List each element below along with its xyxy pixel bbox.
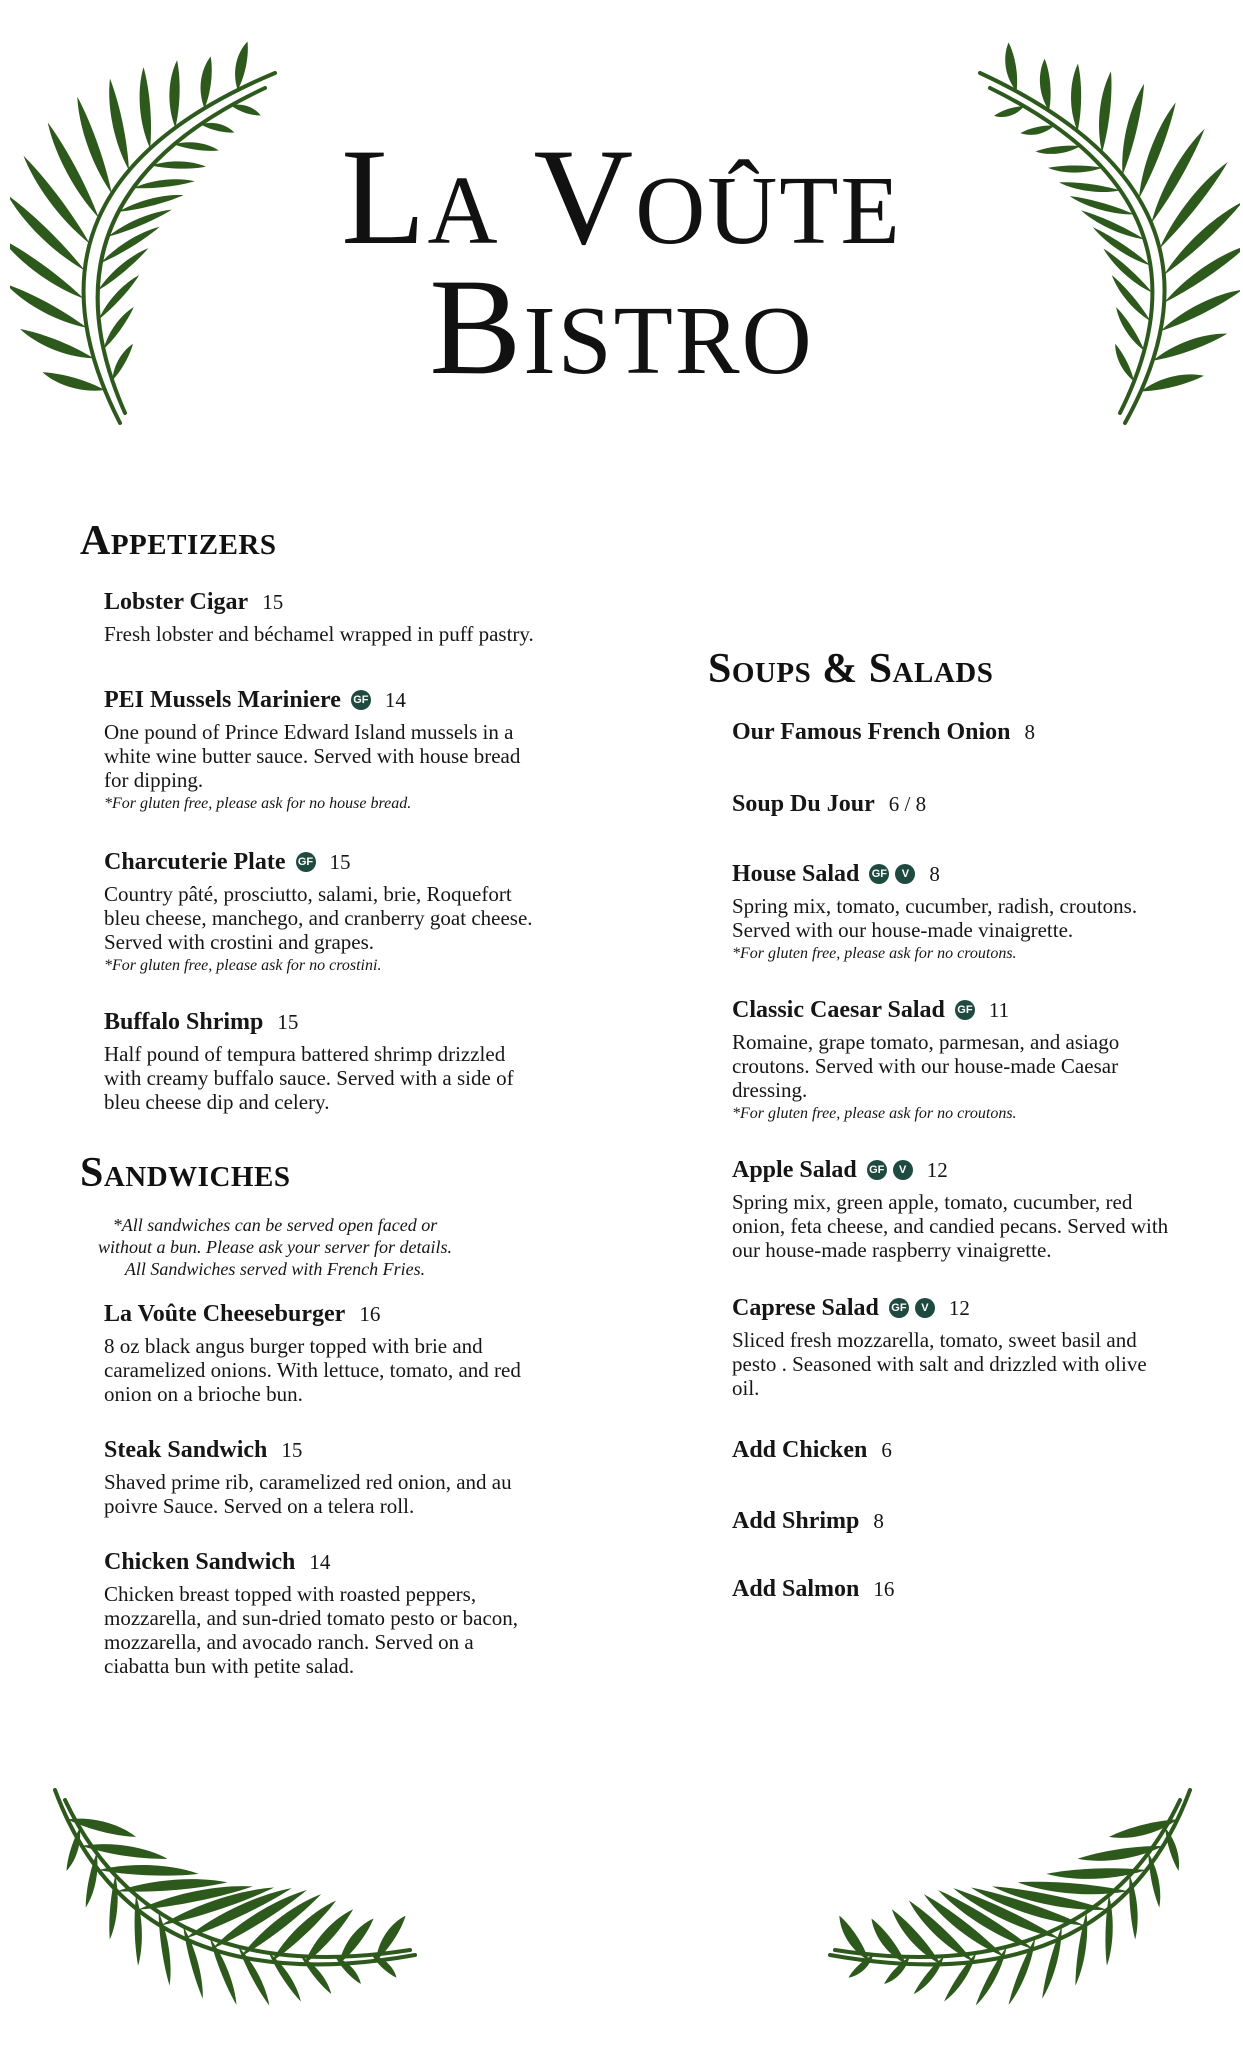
vegetarian-badge-icon: V (895, 864, 915, 884)
item-name: Chicken Sandwich (104, 1549, 296, 1575)
gluten-free-badge-icon: GF (296, 852, 316, 872)
item-name: PEI Mussels Mariniere (104, 687, 341, 713)
item-price: 15 (281, 1437, 303, 1462)
sandwiches-heading: Sandwiches (80, 1150, 291, 1196)
item-price: 12 (926, 1157, 948, 1182)
item-price: 6 / 8 (888, 791, 927, 816)
menu-item (104, 850, 540, 976)
item-name: Add Salmon (732, 1576, 860, 1602)
right-column (708, 648, 1178, 1601)
item-description: Half pound of tempura battered shrimp drizzled with creamy buffalo sauce. Served with a side of bleu cheese dip and celery. (104, 1042, 514, 1114)
item-name: House Salad (732, 861, 860, 887)
item-description: Chicken breast topped with roasted peppers, mozzarella, and sun-dried tomato pesto or bacon, mozzarella, and avocado ranch. Served on a ciabatta bun with petite salad. (104, 1582, 519, 1678)
sandwiches-note (80, 1214, 470, 1280)
soups-salads-heading: Soups & Salads (708, 646, 994, 692)
item-price: 12 (948, 1295, 970, 1320)
menu-item (732, 792, 1178, 816)
menu-item (732, 862, 1178, 964)
item-name: Classic Caesar Salad (732, 997, 945, 1023)
item-description: Country pâté, prosciutto, salami, brie, Roquefort bleu cheese, manchego, and cranberry goat cheese. Served with crostini and grapes. (104, 882, 533, 954)
appetizers-heading: Appetizers (80, 518, 277, 564)
item-description: One pound of Prince Edward Island mussels in a white wine butter sauce. Served with house bread for dipping. (104, 720, 521, 792)
menu-item (732, 720, 1178, 744)
gluten-free-badge-icon: GF (869, 864, 889, 884)
item-note: *For gluten free, please ask for no house bread. (104, 795, 412, 812)
palm-frond-bottom-right-icon (820, 1770, 1230, 2030)
menu-item (104, 688, 540, 814)
item-description: Shaved prime rib, caramelized red onion, and au poivre Sauce. Served on a telera roll. (104, 1470, 512, 1518)
item-name: Steak Sandwich (104, 1437, 268, 1463)
gluten-free-badge-icon: GF (867, 1160, 887, 1180)
sandwiches-note-line2: without a bun. Please ask your server for details. (98, 1237, 452, 1257)
item-price: 15 (277, 1009, 299, 1034)
item-description: Sliced fresh mozzarella, tomato, sweet basil and pesto . Seasoned with salt and drizzled with olive oil. (732, 1328, 1147, 1400)
item-price: 15 (329, 849, 351, 874)
item-description: Romaine, grape tomato, parmesan, and asiago croutons. Served with our house-made Caesar dressing. (732, 1030, 1120, 1102)
menu-item (732, 1438, 1178, 1462)
item-price: 16 (359, 1301, 381, 1326)
gluten-free-badge-icon: GF (351, 690, 371, 710)
menu-item (104, 1010, 540, 1114)
item-price: 16 (873, 1576, 895, 1601)
item-name: Add Shrimp (732, 1508, 860, 1534)
item-name: Soup Du Jour (732, 791, 875, 817)
item-price: 14 (384, 687, 406, 712)
menu-item (732, 1577, 1178, 1601)
menu-item (104, 590, 540, 646)
item-name: Add Chicken (732, 1437, 868, 1463)
item-name: Caprese Salad (732, 1295, 879, 1321)
menu-item (732, 1158, 1178, 1262)
item-price: 11 (988, 997, 1010, 1022)
vegetarian-badge-icon: V (915, 1298, 935, 1318)
item-note: *For gluten free, please ask for no croutons. (732, 945, 1017, 962)
item-name: La Voûte Cheeseburger (104, 1301, 346, 1327)
gluten-free-badge-icon: GF (955, 1000, 975, 1020)
item-name: Our Famous French Onion (732, 719, 1011, 745)
item-note: *For gluten free, please ask for no croutons. (732, 1105, 1017, 1122)
item-name: Apple Salad (732, 1157, 857, 1183)
restaurant-title-line1: La Voûte (341, 120, 902, 273)
sandwiches-note-line3: All Sandwiches served with French Fries. (124, 1259, 426, 1279)
item-description: 8 oz black angus burger topped with brie and caramelized onions. With lettuce, tomato, and red onion on a brioche bun. (104, 1334, 521, 1406)
menu-item (732, 1509, 1178, 1533)
gluten-free-badge-icon: GF (889, 1298, 909, 1318)
item-price: 8 (873, 1508, 884, 1533)
menu-item (732, 1296, 1178, 1400)
vegetarian-badge-icon: V (893, 1160, 913, 1180)
item-name: Buffalo Shrimp (104, 1009, 264, 1035)
item-price: 8 (929, 861, 940, 886)
item-price: 8 (1024, 719, 1035, 744)
item-description: Spring mix, tomato, cucumber, radish, croutons. Served with our house-made vinaigrette. (732, 894, 1138, 942)
item-name: Charcuterie Plate (104, 849, 286, 875)
item-price: 14 (309, 1549, 331, 1574)
sandwiches-note-line1: *All sandwiches can be served open faced or (112, 1215, 438, 1235)
item-name: Lobster Cigar (104, 589, 249, 615)
item-description: Fresh lobster and béchamel wrapped in puff pastry. (104, 622, 534, 646)
menu-item (104, 1438, 540, 1518)
item-description: Spring mix, green apple, tomato, cucumber, red onion, feta cheese, and candied pecans. Served with our house-made raspberry vinaigrette. (732, 1190, 1169, 1262)
menu-item (104, 1550, 540, 1678)
left-column (80, 520, 540, 1678)
palm-frond-bottom-left-icon (15, 1770, 425, 2030)
restaurant-title-line2: Bistro (429, 250, 814, 403)
menu-item (732, 998, 1178, 1124)
item-price: 6 (881, 1437, 892, 1462)
item-note: *For gluten free, please ask for no crostini. (104, 957, 382, 974)
item-price: 15 (262, 589, 284, 614)
menu-item (104, 1302, 540, 1406)
